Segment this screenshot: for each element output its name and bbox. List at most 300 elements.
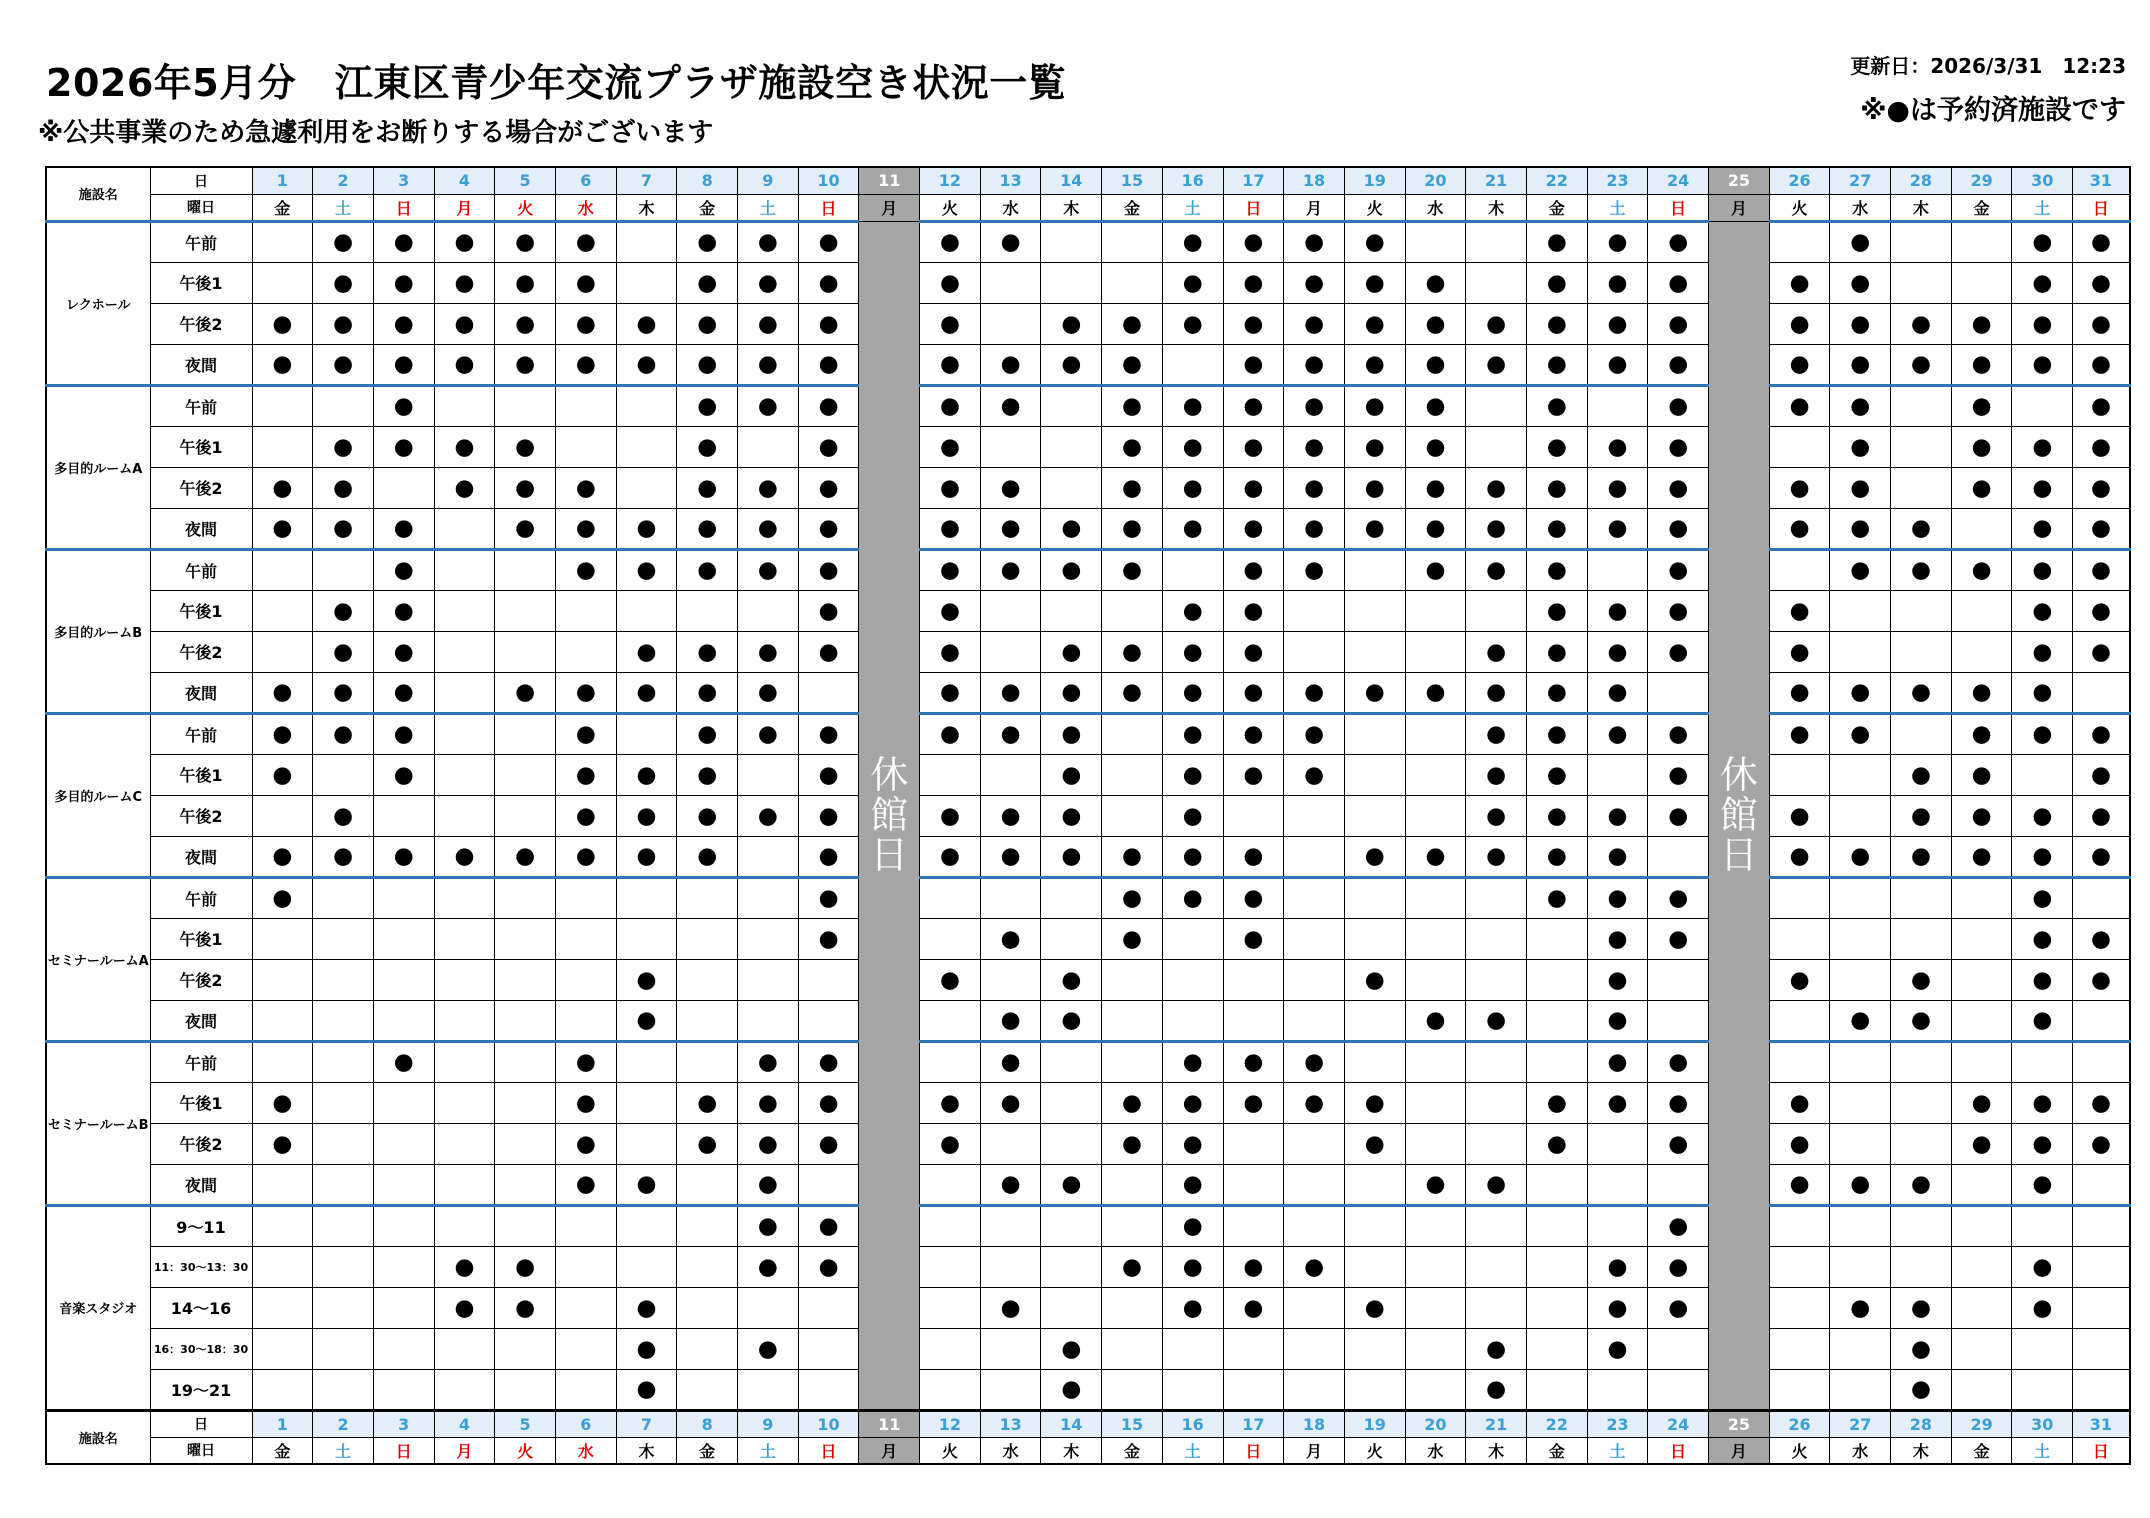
available-cell — [738, 918, 799, 959]
available-cell — [434, 918, 495, 959]
reserved-mark: ● — [1951, 549, 2012, 590]
available-cell — [1405, 221, 1466, 262]
reserved-mark: ● — [980, 467, 1041, 508]
available-cell — [1405, 1287, 1466, 1328]
top-day-15: 15 — [1102, 167, 1163, 194]
available-cell — [1102, 1000, 1163, 1041]
available-cell — [1344, 590, 1405, 631]
available-cell — [434, 1041, 495, 1082]
bottom-day-13: 13 — [980, 1410, 1041, 1437]
reserved-mark: ● — [677, 754, 738, 795]
bottom-day-15: 15 — [1102, 1410, 1163, 1437]
bottom-day-21: 21 — [1466, 1410, 1527, 1437]
reserved-mark: ● — [738, 385, 799, 426]
available-cell — [434, 1082, 495, 1123]
available-cell — [738, 590, 799, 631]
available-cell — [2012, 754, 2073, 795]
reserved-mark: ● — [1344, 836, 1405, 877]
available-cell — [1162, 1369, 1223, 1410]
bottom-weekday-label: 曜日 — [150, 1437, 252, 1464]
reserved-mark: ● — [738, 221, 799, 262]
available-cell — [313, 549, 374, 590]
available-cell — [2073, 1041, 2130, 1082]
available-cell — [1405, 713, 1466, 754]
top-day-7: 7 — [616, 167, 677, 194]
bottom-weekday-28: 木 — [1891, 1437, 1952, 1464]
available-cell — [1405, 1082, 1466, 1123]
available-cell — [1891, 590, 1952, 631]
reserved-mark: ● — [1648, 1205, 1709, 1246]
bottom-day-label: 日 — [150, 1410, 252, 1437]
available-cell — [738, 877, 799, 918]
reserved-mark: ● — [1769, 1082, 1830, 1123]
reserved-mark: ● — [373, 631, 434, 672]
available-cell — [677, 959, 738, 1000]
available-cell — [313, 754, 374, 795]
reserved-mark: ● — [738, 549, 799, 590]
available-cell — [616, 590, 677, 631]
available-cell — [252, 385, 313, 426]
reserved-mark: ● — [2073, 426, 2130, 467]
reserved-mark: ● — [798, 918, 859, 959]
available-cell — [1951, 877, 2012, 918]
facility-name: 多目的ルームB — [46, 549, 150, 713]
available-cell — [1830, 754, 1891, 795]
reserved-mark: ● — [920, 672, 981, 713]
available-cell — [1891, 467, 1952, 508]
reserved-mark: ● — [1526, 713, 1587, 754]
available-cell — [252, 1287, 313, 1328]
reserved-mark: ● — [1648, 385, 1709, 426]
reserved-mark: ● — [1162, 221, 1223, 262]
reserved-mark: ● — [313, 795, 374, 836]
top-weekday-30: 土 — [2012, 194, 2073, 221]
top-day-4: 4 — [434, 167, 495, 194]
reserved-mark: ● — [1587, 836, 1648, 877]
reserved-mark: ● — [677, 262, 738, 303]
reserved-mark: ● — [313, 631, 374, 672]
table-row — [46, 262, 2130, 303]
reserved-mark: ● — [1891, 1287, 1952, 1328]
reserved-mark: ● — [920, 836, 981, 877]
reserved-mark: ● — [1162, 467, 1223, 508]
available-cell — [434, 959, 495, 1000]
reserved-mark: ● — [1405, 426, 1466, 467]
reserved-mark: ● — [2073, 549, 2130, 590]
reserved-mark: ● — [1466, 1369, 1527, 1410]
available-cell — [1405, 918, 1466, 959]
available-cell — [1951, 1287, 2012, 1328]
available-cell — [495, 1082, 556, 1123]
available-cell — [1162, 549, 1223, 590]
available-cell — [1769, 1369, 1830, 1410]
bottom-weekday-20: 水 — [1405, 1437, 1466, 1464]
available-cell — [373, 1123, 434, 1164]
bottom-day-16: 16 — [1162, 1410, 1223, 1437]
reserved-mark: ● — [616, 1000, 677, 1041]
reserved-mark: ● — [738, 262, 799, 303]
available-cell — [677, 1328, 738, 1369]
bottom-weekday-4: 月 — [434, 1437, 495, 1464]
reserved-mark: ● — [2073, 221, 2130, 262]
top-weekday-25: 月 — [1709, 194, 1770, 221]
reserved-mark: ● — [313, 713, 374, 754]
available-cell — [1223, 795, 1284, 836]
reserved-mark: ● — [1891, 1164, 1952, 1205]
reserved-mark: ● — [1344, 1082, 1405, 1123]
reserved-mark: ● — [1526, 877, 1587, 918]
available-cell — [2073, 877, 2130, 918]
available-cell — [1102, 221, 1163, 262]
available-cell — [1344, 754, 1405, 795]
bottom-weekday-1: 金 — [252, 1437, 313, 1464]
table-row — [46, 795, 2130, 836]
available-cell — [495, 385, 556, 426]
available-cell — [798, 1287, 859, 1328]
reserved-mark: ● — [252, 508, 313, 549]
reserved-mark: ● — [2073, 754, 2130, 795]
available-cell — [1526, 1164, 1587, 1205]
available-cell — [1891, 426, 1952, 467]
available-cell — [252, 795, 313, 836]
reserved-mark: ● — [313, 303, 374, 344]
reserved-mark: ● — [1405, 672, 1466, 713]
reserved-mark: ● — [2073, 1123, 2130, 1164]
reserved-mark: ● — [798, 262, 859, 303]
reserved-mark: ● — [738, 303, 799, 344]
available-cell — [1466, 959, 1527, 1000]
reserved-mark: ● — [1648, 754, 1709, 795]
reserved-mark: ● — [738, 795, 799, 836]
available-cell — [1102, 1287, 1163, 1328]
reserved-mark: ● — [313, 508, 374, 549]
top-facility-header: 施設名 — [46, 167, 150, 221]
reserved-mark: ● — [798, 713, 859, 754]
available-cell — [920, 754, 981, 795]
facility-name: 多目的ルームA — [46, 385, 150, 549]
reserved-mark: ● — [1466, 1328, 1527, 1369]
reserved-mark: ● — [920, 1123, 981, 1164]
reserved-mark: ● — [1405, 467, 1466, 508]
reserved-mark: ● — [738, 631, 799, 672]
reserved-mark: ● — [920, 303, 981, 344]
reserved-mark: ● — [1951, 1123, 2012, 1164]
available-cell — [1405, 1123, 1466, 1164]
available-cell — [1284, 1369, 1345, 1410]
available-cell — [1648, 672, 1709, 713]
reserved-mark: ● — [373, 754, 434, 795]
available-cell — [1648, 1328, 1709, 1369]
reserved-mark: ● — [1648, 467, 1709, 508]
reserved-mark: ● — [495, 426, 556, 467]
available-cell — [313, 959, 374, 1000]
reserved-mark: ● — [1405, 836, 1466, 877]
available-cell — [738, 836, 799, 877]
reserved-mark: ● — [373, 672, 434, 713]
available-cell — [1405, 1205, 1466, 1246]
reserved-mark: ● — [1162, 754, 1223, 795]
reserved-mark: ● — [1526, 672, 1587, 713]
reserved-mark: ● — [1223, 631, 1284, 672]
available-cell — [616, 1041, 677, 1082]
time-slot-label: 午前 — [150, 385, 252, 426]
reserved-mark: ● — [798, 1205, 859, 1246]
available-cell — [1041, 877, 1102, 918]
table-row — [46, 1369, 2130, 1410]
available-cell — [1466, 385, 1527, 426]
available-cell — [1344, 918, 1405, 959]
reserved-mark: ● — [1344, 467, 1405, 508]
available-cell — [495, 1041, 556, 1082]
table-row — [46, 1246, 2130, 1287]
reserved-mark: ● — [798, 1041, 859, 1082]
available-cell — [1587, 1369, 1648, 1410]
reserved-mark: ● — [1284, 1082, 1345, 1123]
reserved-mark: ● — [1466, 836, 1527, 877]
available-cell — [1951, 1000, 2012, 1041]
available-cell — [1284, 877, 1345, 918]
top-weekday-28: 木 — [1891, 194, 1952, 221]
top-weekday-8: 金 — [677, 194, 738, 221]
available-cell — [1041, 590, 1102, 631]
bottom-day-12: 12 — [920, 1410, 981, 1437]
available-cell — [373, 1164, 434, 1205]
bottom-day-9: 9 — [738, 1410, 799, 1437]
available-cell — [616, 713, 677, 754]
table-row — [46, 672, 2130, 713]
available-cell — [252, 631, 313, 672]
reserved-mark: ● — [677, 836, 738, 877]
reserved-mark: ● — [2073, 795, 2130, 836]
available-cell — [920, 1000, 981, 1041]
reserved-mark: ● — [1041, 508, 1102, 549]
available-cell — [1891, 877, 1952, 918]
bottom-day-25: 25 — [1709, 1410, 1770, 1437]
reserved-mark: ● — [1102, 508, 1163, 549]
available-cell — [1830, 1328, 1891, 1369]
reserved-mark: ● — [1162, 631, 1223, 672]
reserved-mark: ● — [1951, 754, 2012, 795]
available-cell — [1284, 959, 1345, 1000]
reserved-mark: ● — [1648, 549, 1709, 590]
reserved-mark: ● — [1891, 344, 1952, 385]
available-cell — [738, 1287, 799, 1328]
reserved-mark: ● — [434, 1246, 495, 1287]
available-cell — [920, 1369, 981, 1410]
available-cell — [313, 1164, 374, 1205]
reserved-mark: ● — [738, 344, 799, 385]
available-cell — [313, 918, 374, 959]
available-cell — [980, 877, 1041, 918]
reserved-mark: ● — [616, 303, 677, 344]
reserved-mark: ● — [2012, 1123, 2073, 1164]
available-cell — [1830, 1123, 1891, 1164]
available-cell — [1951, 1205, 2012, 1246]
reserved-mark: ● — [616, 549, 677, 590]
available-cell — [1405, 1246, 1466, 1287]
reserved-mark: ● — [1162, 426, 1223, 467]
bottom-day-5: 5 — [495, 1410, 556, 1437]
reserved-mark: ● — [1526, 385, 1587, 426]
reserved-mark: ● — [920, 795, 981, 836]
top-weekday-10: 日 — [798, 194, 859, 221]
bottom-day-17: 17 — [1223, 1410, 1284, 1437]
available-cell — [798, 1164, 859, 1205]
available-cell — [1223, 1164, 1284, 1205]
available-cell — [1951, 918, 2012, 959]
available-cell — [1344, 1369, 1405, 1410]
reserved-mark: ● — [1769, 1123, 1830, 1164]
reserved-mark: ● — [373, 713, 434, 754]
table-row — [46, 836, 2130, 877]
available-cell — [555, 1328, 616, 1369]
reserved-mark: ● — [677, 672, 738, 713]
top-day-2: 2 — [313, 167, 374, 194]
top-weekday-18: 月 — [1284, 194, 1345, 221]
available-cell — [1951, 221, 2012, 262]
reserved-mark: ● — [2012, 1000, 2073, 1041]
reserved-mark: ● — [373, 508, 434, 549]
time-slot-label: 午前 — [150, 221, 252, 262]
reserved-mark: ● — [1587, 590, 1648, 631]
reserved-mark: ● — [555, 1082, 616, 1123]
bottom-day-26: 26 — [1769, 1410, 1830, 1437]
available-cell — [1830, 1205, 1891, 1246]
available-cell — [1830, 877, 1891, 918]
reserved-mark: ● — [980, 344, 1041, 385]
reserved-mark: ● — [2012, 1082, 2073, 1123]
reserved-mark: ● — [1526, 1123, 1587, 1164]
available-cell — [2073, 672, 2130, 713]
available-cell — [252, 1246, 313, 1287]
reserved-mark: ● — [1102, 1123, 1163, 1164]
available-cell — [2073, 1164, 2130, 1205]
available-cell — [1891, 262, 1952, 303]
reserved-mark: ● — [2012, 713, 2073, 754]
reserved-mark: ● — [1466, 508, 1527, 549]
reserved-mark: ● — [677, 631, 738, 672]
table-row — [46, 1000, 2130, 1041]
available-cell — [495, 549, 556, 590]
available-cell — [677, 1041, 738, 1082]
available-cell — [798, 1369, 859, 1410]
available-cell — [1830, 631, 1891, 672]
reserved-mark: ● — [920, 713, 981, 754]
reserved-mark: ● — [1891, 672, 1952, 713]
available-cell — [555, 426, 616, 467]
reserved-mark: ● — [1587, 672, 1648, 713]
reserved-mark: ● — [434, 221, 495, 262]
reserved-mark: ● — [738, 467, 799, 508]
time-slot-label: 14～16 — [150, 1287, 252, 1328]
available-cell — [1162, 1000, 1223, 1041]
reserved-mark: ● — [1162, 1287, 1223, 1328]
reserved-mark: ● — [1041, 303, 1102, 344]
reserved-mark: ● — [920, 385, 981, 426]
reserved-mark: ● — [1223, 1082, 1284, 1123]
reserved-mark: ● — [1526, 549, 1587, 590]
reserved-mark: ● — [1162, 836, 1223, 877]
available-cell — [1648, 1164, 1709, 1205]
reserved-mark: ● — [920, 549, 981, 590]
available-cell — [1041, 1246, 1102, 1287]
reserved-mark: ● — [1648, 918, 1709, 959]
available-cell — [980, 959, 1041, 1000]
available-cell — [1405, 1369, 1466, 1410]
reserved-mark: ● — [1951, 836, 2012, 877]
available-cell — [1526, 918, 1587, 959]
available-cell — [434, 1205, 495, 1246]
top-weekday-19: 火 — [1344, 194, 1405, 221]
available-cell — [677, 1205, 738, 1246]
reserved-mark: ● — [2073, 344, 2130, 385]
reserved-mark: ● — [1223, 508, 1284, 549]
available-cell — [1284, 1328, 1345, 1369]
top-day-1: 1 — [252, 167, 313, 194]
reserved-mark: ● — [677, 426, 738, 467]
top-weekday-12: 火 — [920, 194, 981, 221]
bottom-weekday-19: 火 — [1344, 1437, 1405, 1464]
reserved-mark: ● — [1284, 672, 1345, 713]
top-weekday-1: 金 — [252, 194, 313, 221]
reserved-mark: ● — [1102, 631, 1163, 672]
reserved-mark: ● — [677, 1082, 738, 1123]
top-day-16: 16 — [1162, 167, 1223, 194]
available-cell — [616, 877, 677, 918]
available-cell — [434, 590, 495, 631]
reserved-mark: ● — [1405, 385, 1466, 426]
top-day-29: 29 — [1951, 167, 2012, 194]
available-cell — [252, 549, 313, 590]
reserved-mark: ● — [1951, 467, 2012, 508]
reserved-mark: ● — [2073, 1082, 2130, 1123]
reserved-mark: ● — [373, 836, 434, 877]
available-cell — [2073, 1328, 2130, 1369]
reserved-mark: ● — [1223, 672, 1284, 713]
available-cell — [2073, 1000, 2130, 1041]
bottom-weekday-5: 火 — [495, 1437, 556, 1464]
reserved-mark: ● — [1891, 795, 1952, 836]
reserved-mark: ● — [555, 713, 616, 754]
table-row — [46, 713, 2130, 754]
reserved-mark: ● — [252, 754, 313, 795]
reserved-mark: ● — [434, 426, 495, 467]
available-cell — [1041, 262, 1102, 303]
reserved-mark: ● — [1526, 426, 1587, 467]
available-cell — [373, 467, 434, 508]
reserved-mark: ● — [1284, 262, 1345, 303]
top-day-6: 6 — [555, 167, 616, 194]
reserved-mark: ● — [1162, 713, 1223, 754]
available-cell — [1041, 1082, 1102, 1123]
available-cell — [1951, 1246, 2012, 1287]
available-cell — [1830, 959, 1891, 1000]
top-weekday-21: 木 — [1466, 194, 1527, 221]
top-weekday-16: 土 — [1162, 194, 1223, 221]
bottom-day-2: 2 — [313, 1410, 374, 1437]
available-cell — [313, 1287, 374, 1328]
available-cell — [1951, 1328, 2012, 1369]
time-slot-label: 午後1 — [150, 262, 252, 303]
reserved-mark: ● — [1891, 549, 1952, 590]
reserved-mark: ● — [1041, 713, 1102, 754]
reserved-mark: ● — [1769, 344, 1830, 385]
available-cell — [1284, 1000, 1345, 1041]
reserved-mark: ● — [1284, 549, 1345, 590]
bottom-weekday-14: 木 — [1041, 1437, 1102, 1464]
reserved-mark: ● — [1769, 590, 1830, 631]
available-cell — [1526, 959, 1587, 1000]
